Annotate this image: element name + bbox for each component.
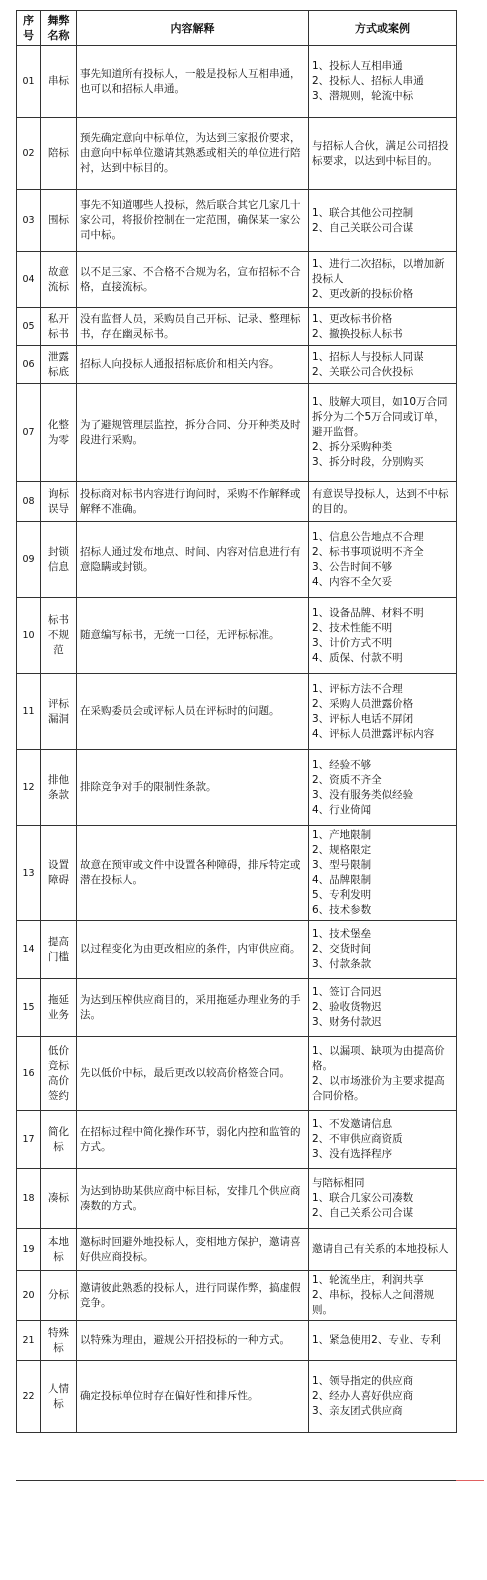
header-name: 舞弊名称 bbox=[41, 11, 77, 46]
row-name: 封锁信息 bbox=[41, 522, 77, 598]
method-line: 2、以市场涨价为主要求提高合同价格。 bbox=[312, 1074, 445, 1102]
table-body bbox=[17, 46, 457, 1433]
row-methods bbox=[309, 921, 457, 979]
row-explain: 投标商对标书内容进行询问时，采购不作解释或解释不准确。 bbox=[77, 482, 309, 522]
row-name: 拖延业务 bbox=[41, 979, 77, 1037]
header-explain: 内容解释 bbox=[77, 11, 309, 46]
method-line: 3、亲友团式供应商 bbox=[312, 1405, 403, 1417]
row-seq: 18 bbox=[17, 1169, 41, 1229]
row-name: 低价竞标高价签约 bbox=[41, 1037, 77, 1111]
method-line: 3、潜规则，轮流中标 bbox=[312, 90, 414, 102]
row-explain: 邀请彼此熟悉的投标人，进行同谋作弊，搞虚假竞争。 bbox=[77, 1271, 309, 1321]
row-seq: 08 bbox=[17, 482, 41, 522]
method-line: 1、领导指定的供应商 bbox=[312, 1375, 414, 1387]
method-line: 2、更改新的投标价格 bbox=[312, 288, 414, 300]
method-line: 3、没有服务类似经验 bbox=[312, 788, 414, 801]
method-line: 3、拆分时段，分别购买 bbox=[312, 456, 424, 468]
row-explain: 招标人向投标人通报招标底价和相关内容。 bbox=[77, 346, 309, 384]
row-name: 简化标 bbox=[41, 1111, 77, 1169]
method-line: 1、产地限制 bbox=[312, 829, 372, 841]
header-seq: 序号 bbox=[17, 11, 41, 46]
method-line: 3、评标人电话不屏闭 bbox=[312, 712, 414, 725]
table-row bbox=[17, 308, 457, 346]
row-explain: 以特殊为理由，避规公开招投标的一种方式。 bbox=[77, 1321, 309, 1361]
method-line: 2、拆分采购种类 bbox=[312, 441, 393, 453]
row-explain: 先以低价中标，最后更改以较高价格签合同。 bbox=[77, 1037, 309, 1111]
method-line: 与招标人合伙，满足公司招投标要求，以达到中标目的。 bbox=[312, 139, 449, 167]
method-line: 2、自己关联公司合谋 bbox=[312, 221, 414, 234]
row-methods bbox=[309, 1037, 457, 1111]
row-explain: 故意在预审或文件中设置各种障碍，排斥特定或潜在投标人。 bbox=[77, 826, 309, 921]
table-row bbox=[17, 522, 457, 598]
method-line: 2、标书事项说明不齐全 bbox=[312, 545, 424, 558]
method-line: 1、签订合同迟 bbox=[312, 986, 382, 998]
row-methods bbox=[309, 252, 457, 308]
method-line: 邀请自己有关系的本地投标人 bbox=[312, 1243, 449, 1255]
row-methods bbox=[309, 482, 457, 522]
row-seq: 09 bbox=[17, 522, 41, 598]
table-row bbox=[17, 979, 457, 1037]
table-row bbox=[17, 1229, 457, 1271]
row-explain: 没有监督人员，采购员自己开标、记录、整理标书，存在幽灵标书。 bbox=[77, 308, 309, 346]
row-seq: 17 bbox=[17, 1111, 41, 1169]
row-seq: 16 bbox=[17, 1037, 41, 1111]
row-explain: 确定投标单位时存在偏好性和排斥性。 bbox=[77, 1361, 309, 1433]
table-row bbox=[17, 482, 457, 522]
row-explain: 在招标过程中简化操作环节，弱化内控和监管的方式。 bbox=[77, 1111, 309, 1169]
table-row bbox=[17, 826, 457, 921]
table-row bbox=[17, 921, 457, 979]
row-seq: 04 bbox=[17, 252, 41, 308]
method-line: 4、质保、付款不明 bbox=[312, 651, 403, 664]
row-explain: 为达到压榨供应商目的，采用拖延办理业务的手法。 bbox=[77, 979, 309, 1037]
method-line: 2、不审供应商资质 bbox=[312, 1133, 403, 1145]
table-row bbox=[17, 1111, 457, 1169]
method-line: 6、技术参数 bbox=[312, 904, 372, 916]
method-line: 1、设备品牌、材料不明 bbox=[312, 606, 424, 619]
red-rule bbox=[456, 1480, 484, 1481]
method-line: 1、更改标书价格 bbox=[312, 312, 393, 325]
method-line: 2、投标人、招标人串通 bbox=[312, 75, 424, 87]
row-methods bbox=[309, 598, 457, 674]
row-name: 私开标书 bbox=[41, 308, 77, 346]
row-name: 泄露标底 bbox=[41, 346, 77, 384]
row-explain: 预先确定意向中标单位，为达到三家报价要求，由意向中标单位邀请其熟悉或相关的单位进行陪衬，达到中标目的。 bbox=[77, 118, 309, 190]
method-line: 1、招标人与投标人同谋 bbox=[312, 350, 424, 363]
row-name: 提高门槛 bbox=[41, 921, 77, 979]
header-method: 方式或案例 bbox=[309, 11, 457, 46]
row-methods bbox=[309, 826, 457, 921]
row-methods bbox=[309, 1321, 457, 1361]
row-methods bbox=[309, 308, 457, 346]
method-line: 1、不发邀请信息 bbox=[312, 1118, 393, 1130]
method-line: 2、经办人喜好供应商 bbox=[312, 1390, 414, 1402]
row-seq: 01 bbox=[17, 46, 41, 118]
method-line: 4、内容不全欠妥 bbox=[312, 575, 393, 588]
row-seq: 11 bbox=[17, 674, 41, 750]
row-methods bbox=[309, 1271, 457, 1321]
method-line: 1、评标方法不合理 bbox=[312, 682, 403, 695]
row-name: 陪标 bbox=[41, 118, 77, 190]
table-row bbox=[17, 598, 457, 674]
row-explain: 在采购委员会或评标人员在评标时的问题。 bbox=[77, 674, 309, 750]
method-line: 4、行业倚闻 bbox=[312, 803, 372, 816]
row-methods bbox=[309, 1169, 457, 1229]
row-name: 串标 bbox=[41, 46, 77, 118]
row-seq: 22 bbox=[17, 1361, 41, 1433]
row-seq: 21 bbox=[17, 1321, 41, 1361]
method-line: 1、肢解大项目，如10万合同拆分为二个5万合同或订单，避开监督。 bbox=[312, 396, 448, 438]
method-line: 2、撤换投标人标书 bbox=[312, 327, 403, 340]
method-line: 3、付款条款 bbox=[312, 958, 372, 970]
row-methods bbox=[309, 190, 457, 252]
row-seq: 15 bbox=[17, 979, 41, 1037]
row-explain: 事先不知道哪些人投标，然后联合其它几家几十家公司，将报价控制在一定范围，确保某一家公司中标。 bbox=[77, 190, 309, 252]
method-line: 3、型号限制 bbox=[312, 859, 372, 871]
table-row bbox=[17, 1361, 457, 1433]
row-name: 化整为零 bbox=[41, 384, 77, 482]
row-seq: 06 bbox=[17, 346, 41, 384]
table-row bbox=[17, 1169, 457, 1229]
table-row bbox=[17, 190, 457, 252]
method-line: 5、专利发明 bbox=[312, 889, 372, 901]
method-line: 与陪标相同 bbox=[312, 1177, 365, 1189]
method-line: 1、轮流坐庄，利润共享 bbox=[312, 1274, 424, 1286]
method-line: 1、投标人互相串通 bbox=[312, 60, 403, 72]
method-line: 1、紧急使用2、专业、专利 bbox=[312, 1334, 441, 1346]
method-line: 1、联合几家公司凑数 bbox=[312, 1192, 414, 1204]
row-name: 标书不规范 bbox=[41, 598, 77, 674]
table-row bbox=[17, 46, 457, 118]
row-methods bbox=[309, 1111, 457, 1169]
row-seq: 12 bbox=[17, 750, 41, 826]
table-row bbox=[17, 1271, 457, 1321]
row-name: 排他条款 bbox=[41, 750, 77, 826]
row-explain: 以过程变化为由更改相应的条件，内审供应商。 bbox=[77, 921, 309, 979]
row-methods bbox=[309, 674, 457, 750]
row-seq: 02 bbox=[17, 118, 41, 190]
row-methods bbox=[309, 46, 457, 118]
row-explain: 事先知道所有投标人，一般是投标人互相串通，也可以和招标人串通。 bbox=[77, 46, 309, 118]
row-seq: 13 bbox=[17, 826, 41, 921]
row-methods bbox=[309, 346, 457, 384]
table-row bbox=[17, 1037, 457, 1111]
row-name: 特殊标 bbox=[41, 1321, 77, 1361]
method-line: 2、采购人员泄露价格 bbox=[312, 697, 414, 710]
table-row bbox=[17, 384, 457, 482]
method-line: 1、以漏项、缺项为由提高价格。 bbox=[312, 1044, 445, 1072]
row-seq: 05 bbox=[17, 308, 41, 346]
method-line: 3、没有选择程序 bbox=[312, 1148, 393, 1160]
row-name: 人情标 bbox=[41, 1361, 77, 1433]
table-row bbox=[17, 252, 457, 308]
method-line: 1、联合其他公司控制 bbox=[312, 206, 414, 219]
method-line: 1、经验不够 bbox=[312, 758, 372, 771]
row-methods bbox=[309, 384, 457, 482]
method-line: 2、规格限定 bbox=[312, 844, 372, 856]
method-line: 1、技术堡垒 bbox=[312, 928, 372, 940]
row-methods bbox=[309, 118, 457, 190]
row-methods bbox=[309, 1361, 457, 1433]
method-line: 2、自己关系公司合谋 bbox=[312, 1207, 414, 1219]
table-header-row bbox=[17, 11, 457, 46]
table-row bbox=[17, 118, 457, 190]
row-explain: 邀标时回避外地投标人，变相地方保护，邀请喜好供应商投标。 bbox=[77, 1229, 309, 1271]
row-name: 凑标 bbox=[41, 1169, 77, 1229]
row-explain: 为了避规管理层监控，拆分合同、分开种类及时段进行采购。 bbox=[77, 384, 309, 482]
table-row bbox=[17, 346, 457, 384]
method-line: 2、验收货物迟 bbox=[312, 1001, 382, 1013]
row-name: 故意流标 bbox=[41, 252, 77, 308]
row-name: 分标 bbox=[41, 1271, 77, 1321]
method-line: 2、串标，投标人之间潜规则。 bbox=[312, 1289, 435, 1316]
row-methods bbox=[309, 750, 457, 826]
row-explain: 排除竞争对手的限制性条款。 bbox=[77, 750, 309, 826]
row-methods bbox=[309, 979, 457, 1037]
row-seq: 20 bbox=[17, 1271, 41, 1321]
method-line: 有意误导投标人，达到不中标的目的。 bbox=[312, 487, 449, 515]
row-name: 评标漏洞 bbox=[41, 674, 77, 750]
row-name: 设置障碍 bbox=[41, 826, 77, 921]
row-name: 本地标 bbox=[41, 1229, 77, 1271]
row-methods bbox=[309, 522, 457, 598]
row-explain: 以不足三家、不合格不合规为名，宣布招标不合格，直接流标。 bbox=[77, 252, 309, 308]
row-explain: 随意编写标书，无统一口径，无评标标准。 bbox=[77, 598, 309, 674]
row-seq: 07 bbox=[17, 384, 41, 482]
method-line: 1、进行二次招标，以增加新投标人 bbox=[312, 258, 445, 285]
method-line: 2、技术性能不明 bbox=[312, 621, 393, 634]
row-explain: 招标人通过发布地点、时间、内容对信息进行有意隐瞒或封锁。 bbox=[77, 522, 309, 598]
method-line: 4、评标人员泄露评标内容 bbox=[312, 727, 435, 740]
row-explain: 为达到协助某供应商中标目标，安排几个供应商凑数的方式。 bbox=[77, 1169, 309, 1229]
method-line: 3、计价方式不明 bbox=[312, 636, 393, 649]
row-seq: 03 bbox=[17, 190, 41, 252]
method-line: 2、交货时间 bbox=[312, 943, 372, 955]
row-seq: 19 bbox=[17, 1229, 41, 1271]
row-name: 询标误导 bbox=[41, 482, 77, 522]
row-methods bbox=[309, 1229, 457, 1271]
method-line: 2、关联公司合伙投标 bbox=[312, 365, 414, 378]
fraud-table bbox=[16, 10, 457, 1433]
row-seq: 10 bbox=[17, 598, 41, 674]
row-seq: 14 bbox=[17, 921, 41, 979]
table-row bbox=[17, 1321, 457, 1361]
table-row bbox=[17, 750, 457, 826]
bottom-rule bbox=[16, 1480, 456, 1481]
method-line: 1、信息公告地点不合理 bbox=[312, 530, 424, 543]
row-name: 围标 bbox=[41, 190, 77, 252]
method-line: 3、公告时间不够 bbox=[312, 560, 393, 573]
method-line: 2、资质不齐全 bbox=[312, 773, 382, 786]
method-line: 3、财务付款迟 bbox=[312, 1016, 382, 1028]
method-line: 4、品牌限制 bbox=[312, 874, 372, 886]
table-row bbox=[17, 674, 457, 750]
cropped-caption bbox=[16, 0, 156, 4]
